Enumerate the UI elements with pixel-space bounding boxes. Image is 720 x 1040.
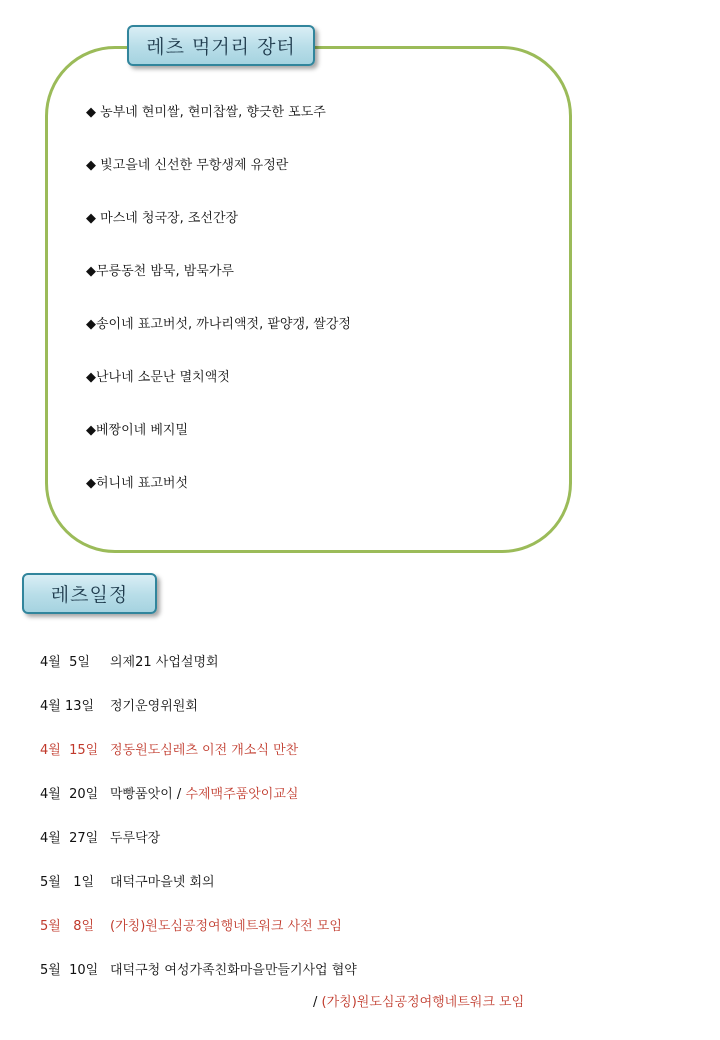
- market-item: ◆ 마스네 청국장, 조선간장: [86, 211, 239, 226]
- schedule-date: 4월 5일: [40, 655, 90, 670]
- market-item: ◆ 농부네 현미쌀, 현미찹쌀, 향긋한 포도주: [86, 105, 326, 120]
- schedule-date: 4월 15일: [40, 743, 99, 758]
- schedule-text: 두루닥장: [110, 831, 161, 846]
- continuation-prefix: /: [313, 995, 322, 1010]
- market-title: 레츠 먹거리 장터: [127, 25, 315, 66]
- schedule-text: 대덕구청 여성가족친화마을만들기사업 협약: [110, 963, 357, 978]
- market-item: ◆허니네 표고버섯: [86, 476, 189, 491]
- schedule-date: 4월 13일: [40, 699, 95, 714]
- schedule-continuation: [313, 992, 524, 1014]
- schedule-text: 의제21 사업설명회: [110, 655, 219, 670]
- schedule-item: [40, 652, 357, 696]
- schedule-item-highlight: [40, 916, 357, 960]
- market-item: ◆송이네 표고버섯, 까나리액젓, 팥양갱, 쌀강정: [86, 317, 351, 332]
- schedule-date: 5월 1일: [40, 875, 95, 890]
- continuation-text: (가칭)원도심공정여행네트워크 모임: [321, 995, 525, 1010]
- market-item: ◆난나네 소문난 멸치액젓: [86, 370, 230, 385]
- schedule-item: [40, 828, 357, 872]
- schedule-text: 정동원도심레츠 이전 개소식 만찬: [110, 743, 299, 758]
- schedule-text: 막빵품앗이 /: [110, 787, 186, 802]
- schedule-item: [40, 872, 357, 916]
- schedule-list: [40, 652, 357, 1004]
- market-item: ◆ 빛고을네 신선한 무항생제 유정란: [86, 158, 289, 173]
- schedule-date: 4월 27일: [40, 831, 99, 846]
- market-item: ◆무릉동천 밤묵, 밤묵가루: [86, 264, 234, 279]
- schedule-item: [40, 784, 357, 828]
- schedule-item: [40, 960, 357, 1004]
- schedule-text: (가칭)원도심공정여행네트워크 사전 모임: [110, 919, 342, 934]
- schedule-extra: 수제맥주품앗이교실: [185, 787, 299, 802]
- schedule-date: 5월 8일: [40, 919, 95, 934]
- schedule-text: 정기운영위원회: [110, 699, 198, 714]
- market-item: ◆베짱이네 베지밀: [86, 423, 189, 438]
- schedule-item: [40, 696, 357, 740]
- market-list: [86, 102, 351, 526]
- schedule-text: 대덕구마을넷 회의: [110, 875, 215, 890]
- schedule-date: 5월 10일: [40, 963, 99, 978]
- schedule-title: 레츠일정: [22, 573, 157, 614]
- schedule-item-highlight: [40, 740, 357, 784]
- schedule-date: 4월 20일: [40, 787, 99, 802]
